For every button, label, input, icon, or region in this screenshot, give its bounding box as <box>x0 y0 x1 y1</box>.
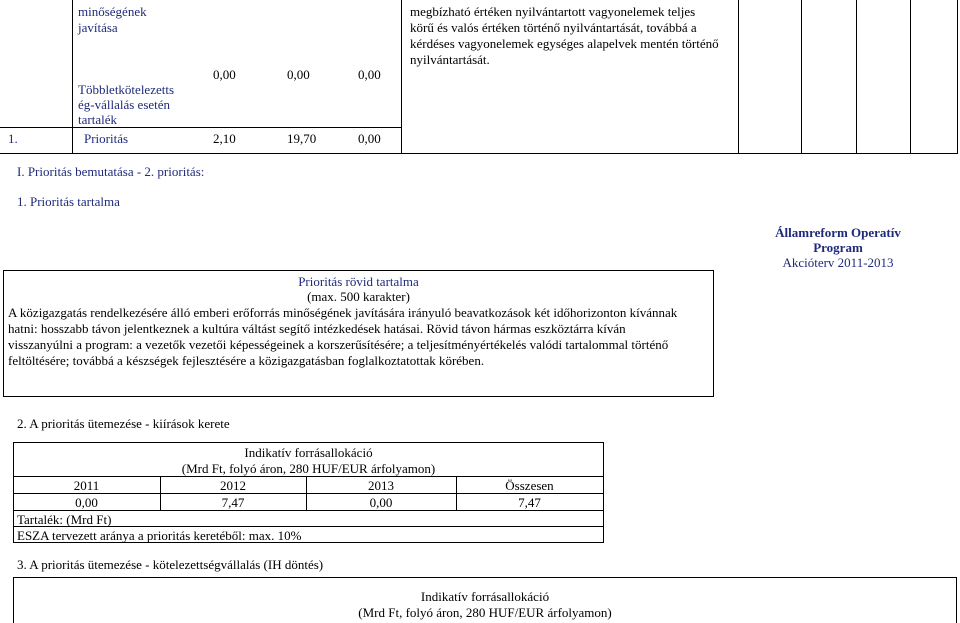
program-header <box>716 225 960 270</box>
description-line: kérdéses vagyonelemek egységes alapelvek mentén történő <box>410 36 719 51</box>
value-2011: 0,00 <box>75 495 98 510</box>
allocation-title: Indikatív forrásallokáció <box>244 445 373 460</box>
subsection-heading: 3. A prioritás ütemezése - kötelezettségvállalás (IH döntés) <box>17 557 324 572</box>
priority-number: 1. <box>8 131 18 146</box>
section-heading: I. Prioritás bemutatása - 2. prioritás: <box>17 164 205 179</box>
priority-label: Prioritás <box>84 131 129 146</box>
description-line: nyilvántartását. <box>410 52 490 67</box>
action-plan-label: Akcióterv 2011-2013 <box>782 255 894 270</box>
total-header: Összesen <box>505 478 554 493</box>
label-line: javítása <box>78 20 118 35</box>
subsection-heading: 2. A prioritás ütemezése - kiírások kerete <box>17 416 230 431</box>
summary-line: hatni: hosszabb távon jelentkeznek a kultúra váltást segítő intézkedések hatásai. Rövid távon hármas eszköztárra kíván <box>8 321 626 336</box>
value-2013: 0,00 <box>369 495 393 510</box>
reserve-note: Tartalék: (Mrd Ft) <box>17 512 112 527</box>
table-border <box>0 127 401 128</box>
reserve-value-2013: 0,00 <box>358 67 381 82</box>
priority-value-2013: 0,00 <box>358 131 381 146</box>
table-border <box>72 0 73 153</box>
table-border <box>13 476 604 477</box>
label-line: ég-vállalás esetén <box>78 97 171 112</box>
program-title: Államreform Operatív <box>775 225 901 240</box>
table-border <box>957 0 958 153</box>
allocation-title: Indikatív forrásallokáció <box>420 589 550 604</box>
summary-line: visszanyúlni a program: a vezetők vezetői képességeinek a korszerűsítésére; a teljesítményértékelés valódi tartalommal történő <box>8 337 669 352</box>
reserve-value-2012: 0,00 <box>287 67 310 82</box>
table-border <box>0 153 958 154</box>
table-border <box>801 0 802 153</box>
label-line: Többletkötelezetts <box>78 82 175 97</box>
reserve-value-2011: 0,00 <box>213 67 236 82</box>
table-border <box>856 0 857 153</box>
allocation-subtitle: (Mrd Ft, folyó áron, 280 HUF/EUR árfolyamon) <box>358 605 612 620</box>
table-border <box>13 577 957 578</box>
summary-line: A közigazgatás rendelkezésére álló emberi erőforrás minőségének javítására irányuló beavatkozások két időhorizonton kívánnak <box>8 305 678 320</box>
value-total: 7,47 <box>518 495 541 510</box>
summary-line: feltöltésére; továbbá a készségek fejlesztésére a közigazgatásban foglalkoztatottak körében. <box>8 353 485 368</box>
table-border <box>738 0 739 153</box>
program-subtitle: Program <box>813 240 863 255</box>
year-header-2012: 2012 <box>220 478 246 493</box>
value-2012: 7,47 <box>221 495 245 510</box>
priority-value-2012: 19,70 <box>287 131 317 146</box>
summary-subtitle: (max. 500 karakter) <box>307 289 410 304</box>
description-line: megbízható értéken nyilvántartott vagyonelemek teljes <box>410 4 696 19</box>
priority-value-2011: 2,10 <box>213 131 236 146</box>
description-line: körű és valós értéken történő nyilvántartását, továbbá a <box>410 20 697 35</box>
table-border <box>910 0 911 153</box>
label-line: tartalék <box>78 112 117 127</box>
allocation-subtitle: (Mrd Ft, folyó áron, 280 HUF/EUR árfolyamon) <box>181 461 436 476</box>
table-border <box>13 493 604 494</box>
table-border <box>13 442 604 443</box>
summary-title: Prioritás rövid tartalma <box>298 274 419 289</box>
subsection-heading: 1. Prioritás tartalma <box>17 194 120 209</box>
year-header-2011: 2011 <box>73 478 100 493</box>
year-header-2013: 2013 <box>368 478 394 493</box>
label-line: minőségének <box>78 4 147 19</box>
table-border <box>401 0 402 153</box>
table-border <box>13 510 604 511</box>
esza-note: ESZA tervezett aránya a prioritás keretéből: max. 10% <box>17 528 302 543</box>
